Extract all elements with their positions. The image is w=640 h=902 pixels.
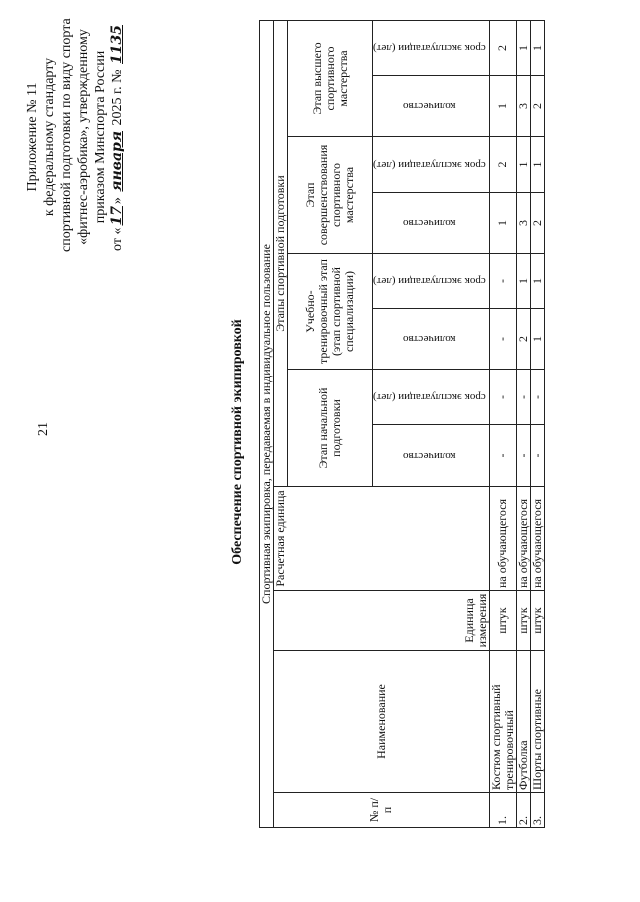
handwritten-day: 17 [109,206,125,226]
table-header-top: Спортивная экипировка, передаваемая в индивидуальное пользование [260,21,274,828]
sub-term-1: срок эксплуатации (лет) [373,370,490,425]
page-number: 21 [36,422,51,436]
appendix-date-line: от «17» января 2025 г. № 1135 [109,25,125,251]
table-row: 2. Футболка штук на обучающегося - - 2 1 3 1 3 1 [516,21,530,828]
appendix-line-5: приказом Минспорта России [93,50,108,224]
sub-term-4: срок эксплуатации (лет) [373,21,490,76]
appendix-line-1: Приложение № 11 [25,82,40,192]
col-calc-header: Расчетная единица [274,487,490,591]
sub-term-2: срок эксплуатации (лет) [373,254,490,309]
handwritten-month: января [109,131,125,192]
stage-training: Учебно-тренировочный этап (этап спортивной специализации) [288,254,373,370]
appendix-line-4: «фитнес-аэробика», утвержденному [76,29,91,245]
col-unit-header: Единица измерения [274,591,490,651]
stage-initial: Этап начальной подготовки [288,370,373,487]
appendix-header [24,18,126,252]
stage-improvement: Этап совершенствования спортивного мастерства [288,137,373,254]
col-num-header: № п/п [274,793,490,828]
handwritten-order-number: 1135 [109,25,125,64]
stage-higher: Этап высшего спортивного мастерства [288,21,373,137]
document-title: Обеспечение спортивной экипировкой [230,319,245,565]
sub-qty-4: количество [373,76,490,137]
equipment-table [259,20,545,828]
appendix-line-2: к федеральному стандарту [42,57,57,217]
sub-qty-3: количество [373,193,490,254]
col-name-header: Наименование [274,651,490,793]
sub-qty-2: количество [373,309,490,370]
appendix-line-3: спортивной подготовки по виду спорта [59,18,74,252]
sub-qty-1: количество [373,425,490,487]
sub-term-3: срок эксплуатации (лет) [373,137,490,193]
stages-header: Этапы спортивной подготовки [274,21,288,487]
table-row: 1. Костюм спортивный тренировочный штук на обучающегося - - - - 1 2 1 2 [489,21,516,828]
table-row: 3. Шорты спортивные штук на обучающегося - - 1 1 2 1 2 1 [530,21,544,828]
